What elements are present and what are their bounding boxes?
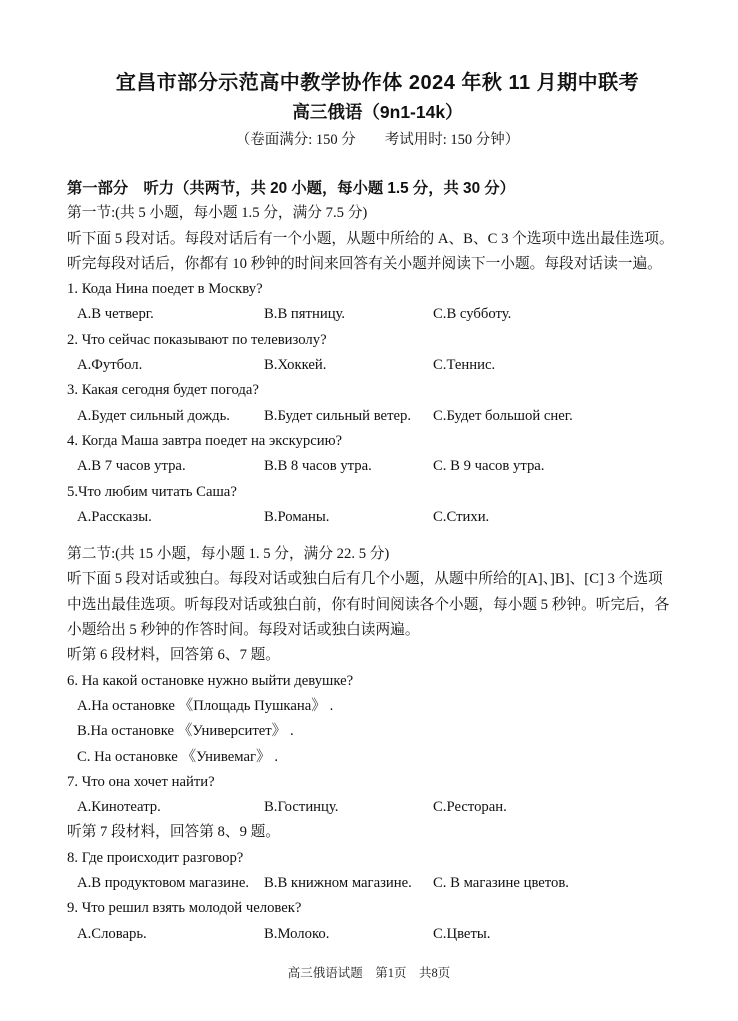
exam-meta: （卷面满分: 150 分 考试用时: 150 分钟）	[235, 132, 520, 148]
material-6-lead: 听第 6 段材料，回答第 6、7 题。	[67, 647, 280, 664]
question-8-option-b: B.В книжном магазине.	[264, 875, 412, 892]
question-9-options	[67, 922, 688, 947]
question-5-option-c: C.Стихи.	[433, 508, 490, 525]
question-3-text: 3. Какая сегодня будет погода?	[67, 382, 259, 399]
question-9-option-b: B.Молоко.	[264, 925, 330, 942]
question-8-option-a: A.В продуктовом магазине.	[77, 875, 250, 892]
question-1-options	[67, 302, 688, 327]
question-3-option-a: A.Будет сильный дождь.	[77, 407, 230, 424]
question-6-text: 6. На какой остановке нужно выйти девушке?	[67, 672, 354, 689]
material-7-lead: 听第 7 段材料，回答第 8、9 题。	[67, 824, 280, 841]
question-8-text: 8. Где происходит разговор?	[67, 849, 244, 866]
section2-instruction-1: 听下面 5 段对话或独白。每段对话或独白后有几个小题，从题中所给的[A]、]B]、[C] 3 个选项	[67, 571, 663, 588]
question-2-option-b: B.Хоккей.	[264, 357, 327, 374]
question-2-text: 2. Что сейчас показывают по телевизолу?	[67, 331, 327, 348]
question-4-option-b: B.В 8 часов утра.	[264, 458, 372, 475]
question-6-option-a: A.На остановке 《Площадь Пушкана》 .	[77, 697, 334, 714]
question-7-option-a: A.Кинотеатр.	[77, 799, 161, 816]
question-5-text: 5.Что любим читать Саша?	[67, 483, 237, 500]
question-9-option-c: C.Цветы.	[433, 925, 491, 942]
question-4-options	[67, 454, 688, 479]
question-7-option-b: B.Гостинцу.	[264, 799, 339, 816]
question-9-option-a: A.Словарь.	[77, 925, 147, 942]
question-7-option-c: C.Ресторан.	[433, 799, 507, 816]
exam-body	[67, 176, 688, 947]
question-8-options	[67, 871, 688, 896]
section1-instruction-2: 听完每段对话后，你都有 10 秒钟的时间来回答有关小题并阅读下一小题。每段对话读一遍。	[67, 255, 662, 272]
question-3-option-b: B.Будет сильный ветер.	[264, 407, 412, 424]
exam-title: 宜昌市部分示范高中教学协作体 2024 年秋 11 月期中联考	[115, 72, 640, 94]
question-7-text: 7. Что она хочет найти?	[67, 773, 215, 790]
question-1-option-a: A.В четверг.	[77, 306, 154, 323]
question-4-option-a: A.В 7 часов утра.	[77, 458, 186, 475]
question-6-option-b: B.На остановке 《Университет》 .	[77, 723, 294, 740]
question-4-text: 4. Когда Маша завтра поедет на экскурсию?	[67, 432, 343, 449]
question-3-options	[67, 404, 688, 429]
question-2-option-a: A.Футбол.	[77, 357, 143, 374]
section1-instruction-1: 听下面 5 段对话。每段对话后有一个小题，从题中所给的 A、B、C 3 个选项中选出最佳选项。	[67, 230, 674, 247]
section2-title: 第二节:(共 15 小题，每小题 1. 5 分，满分 22. 5 分)	[67, 546, 390, 563]
question-8-option-c: C. В магазине цветов.	[433, 875, 569, 892]
question-3-option-c: C.Будет большой снег.	[433, 407, 573, 424]
question-1-text: 1. Кода Нина поедет в Москву?	[67, 281, 263, 298]
question-5-option-a: A.Рассказы.	[77, 508, 152, 525]
section1-title: 第一节:(共 5 小题，每小题 1.5 分，满分 7.5 分)	[67, 205, 368, 222]
exam-subtitle: 高三俄语（9n1-14k）	[292, 102, 463, 122]
question-6-option-c: C. На остановке 《Унивемаг》 .	[77, 748, 279, 765]
section2-instruction-2: 中选出最佳选项。听每段对话或独白前，你有时间阅读各个小题，每小题 5 秒钟。听完后，各	[67, 596, 670, 613]
question-1-option-c: C.В субботу.	[433, 306, 512, 323]
section2-instruction-3: 小题给出 5 秒钟的作答时间。每段对话或独白读两遍。	[67, 622, 420, 639]
question-5-option-b: B.Романы.	[264, 508, 330, 525]
page-footer: 高三俄语试题 第1页 共8页	[287, 966, 451, 980]
question-4-option-c: C. В 9 часов утра.	[433, 458, 545, 475]
question-5-options	[67, 505, 688, 530]
question-2-options	[67, 353, 688, 378]
part1-heading: 第一部分 听力（共两节，共 20 小题，每小题 1.5 分，共 30 分）	[67, 180, 515, 197]
question-1-option-b: B.В пятницу.	[264, 306, 346, 323]
question-7-options	[67, 795, 688, 820]
question-2-option-c: C.Теннис.	[433, 357, 496, 374]
question-9-text: 9. Что решил взять молодой человек?	[67, 900, 302, 917]
